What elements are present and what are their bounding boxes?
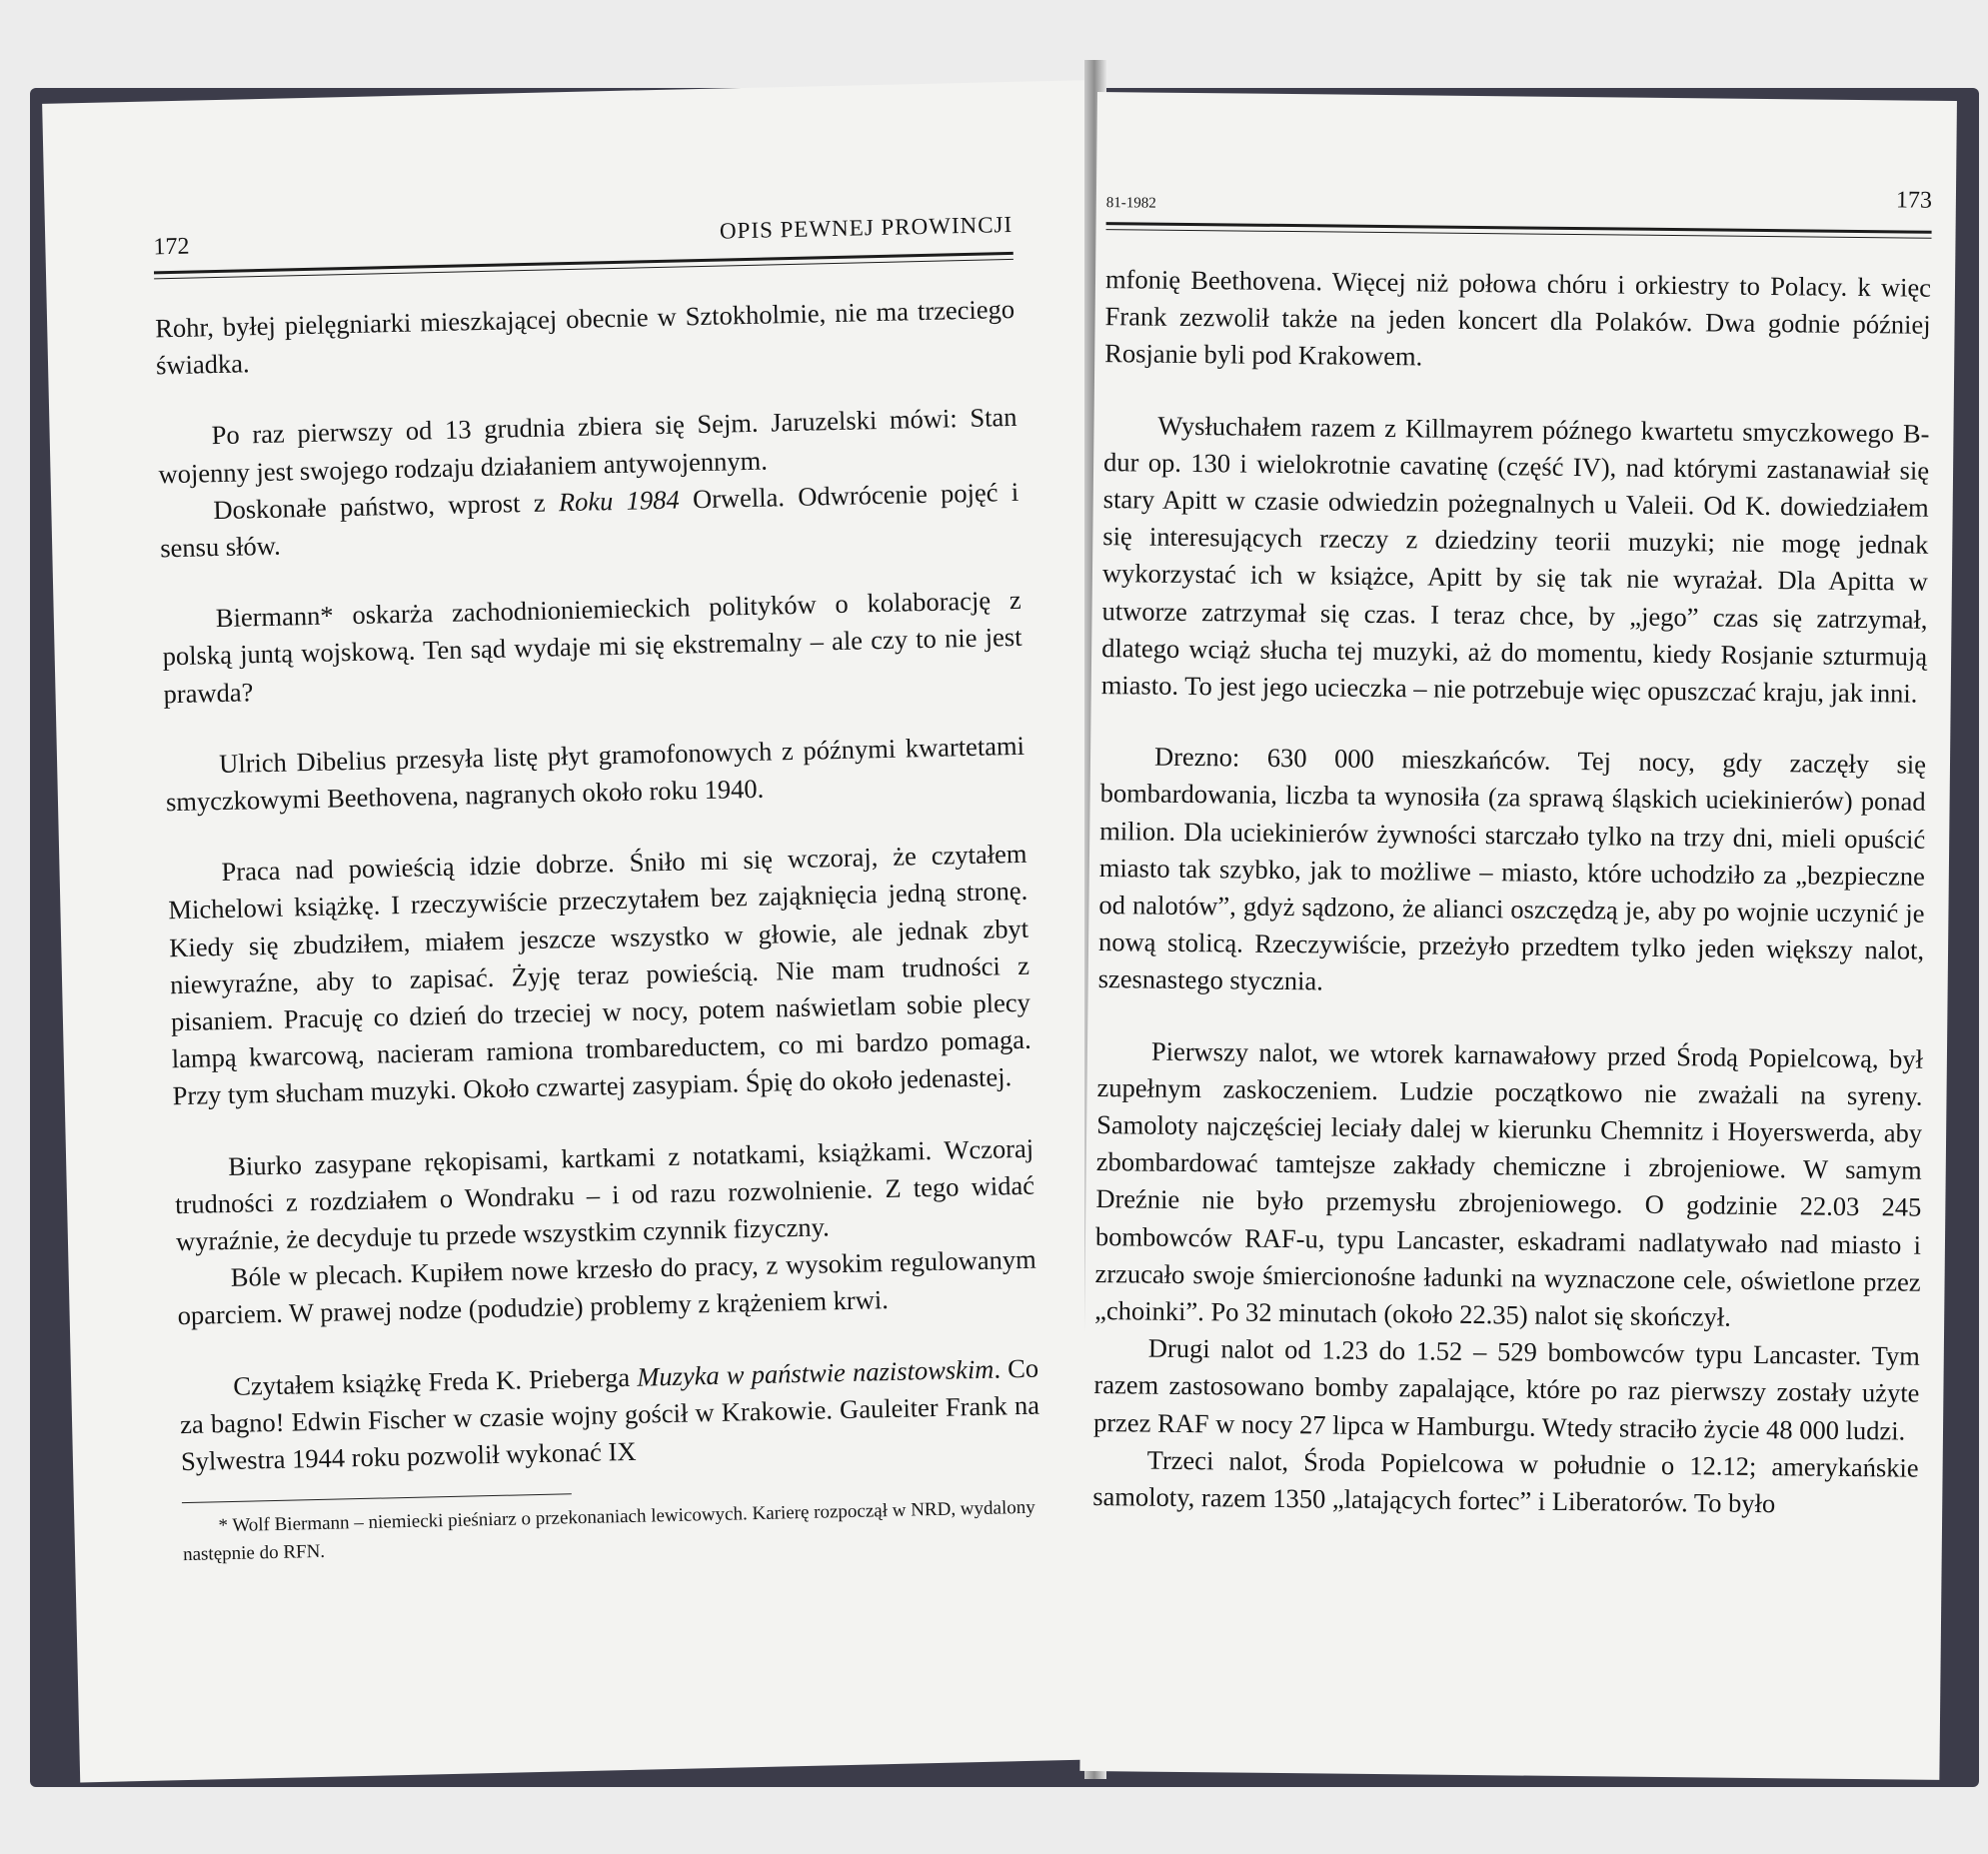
right-running-head [1106,162,1933,231]
left-page-number: 172 [153,233,190,261]
paragraph: Praca nad powieścią idzie dobrze. Śniło mi się wczoraj, że czytałem Michelowi książkę. I rzeczywiście przeczytałem bez zająknięcia jedną stronę. Kiedy się zbudziłem, miałem jeszcze wszystko w głowie, ale jednak zbyt niewyraźne, aby to zapisać. Żyję teraz powieścią. Nie mam trudności z pisaniem. Pracuję co dzień do trzeciej w nocy, potem naświetlam sobie plecy lampą kwarcową, nacieram ramiona trombareductem, co mi bardzo pomaga. Przy tym słucham muzyki. Około czwartej zasypiam. Śpię do około jedenastej. [168,838,1031,1111]
left-running-title: OPIS PEWNEJ PROWINCJI [719,211,1013,244]
paragraph: Rohr, byłej pielęgniarki mieszkającej obecnie w Sztokholmie, nie ma trzeciego świadka. [154,293,1015,381]
paragraph: Ulrich Dibelius przesyła listę płyt gramofonowych z późnymi kwartetami smyczkowymi Beethovena, nagranych około roku 1940. [165,730,1025,818]
paragraph: Biermann* oskarża zachodnioniemieckich polityków o kolaborację z polską juntą wojskową. Ten sąd wydaje mi się ekstremalny – ale czy to nie jest prawda? [162,585,1022,709]
paragraph-text: Czytałem książkę Freda K. Prieberga [232,1361,638,1401]
left-body-text [155,291,1040,1480]
paragraph: Pierwszy nalot, we wtorek karnawałowy przed Środą Popielcową, był zupełnym zaskoczeniem. Ludzie początkowo nie zważali na syreny. Samoloty najczęściej leciały dalej w kierunku Chemnitz i Hoyerswerda, aby zbombardować tamtejsze zakłady chemiczne i zbrojeniowe. W samym Dreźnie nie było przemysłu zbrojeniowego. O godzinie 22.03 245 bombowców RAF-u, typu Lancaster, eskadrami nadlatywało nad miasto i zrzucało swoje śmiercionośne ładunki na wyznaczone cele, oświetlone przez „choinki”. Po 32 minutach (około 22.35) nalot się skończył. [1094,1035,1924,1332]
book-title-italic: Roku 1984 [558,484,680,518]
left-running-head [153,192,1013,271]
footnote-rule [182,1494,572,1504]
right-page-number: 173 [1895,187,1933,214]
paragraph: Biurko zasypane rękopisami, kartkami z notatkami, książkami. Wczoraj trudności z rozdziałem o Wondraku – i od razu rozwolnienie. Z tego widać wyraźnie, że decyduje tu przede wszystkim czynnik fizyczny. [174,1132,1035,1257]
right-running-title: 81-1982 [1105,195,1156,212]
paragraph: Po raz pierwszy od 13 grudnia zbiera się Sejm. Jaruzelski mówi: Stan wojenny jest swojego rodzaju działaniem antywojennym. [158,402,1017,489]
left-page [42,80,1129,1782]
paragraph-text: . Co za bagno! Edwin Fischer w czasie wojny gościł w Krakowie. Gauleiter Frank na Sylwestra 1944 roku pozwolił wykonać IX [179,1352,1040,1477]
paragraph-text: Orwella. Odwrócenie pojęć i sensu słów. [159,476,1019,564]
paragraph: Wysłuchałem razem z Killmayrem późnego kwartetu smyczkowego B-dur op. 130 i wielokrotnie cavatinę (część IV), nad którymi zastanawiał się stary Apitt w czasie odwiedzin pożegnalnych u Valeii. Od K. dowiedziałem się interesujących rzeczy z dziedziny teorii muzyki; nie mogę jednak wykorzystać ich w książce, Apitt by się tak nie wyrażał. Dla Apitta w utworze zatrzymał się czas. I teraz chce, by „jego” czas się zatrzymał, dlatego wciąż słucha tej muzyki, aż do momentu, kiedy Rosjanie szturmują miasto. To jest jego ucieczka – nie potrzebuje więc opuszczać kraju, jak inni. [1100,410,1930,709]
paragraph: Bóle w plecach. Kupiłem nowe krzesło do pracy, z wysokim regulowanym oparciem. W prawej nodze (podudzie) problemy z krążeniem krwi. [177,1243,1036,1331]
book-title-italic: Muzyka w państwie nazistowskim [636,1353,994,1392]
paragraph: Drezno: 630 000 mieszkańców. Tej nocy, gdy zaczęły się bombardowania, liczba ta wynosiła (za sprawą śląskich uciekinierów) ponad milion. Dla uciekinierów żywności starczało tylko na trzy dni, mieli opuścić miasto tak szybko, jak to możliwe – miasto, które uchodziło za „bezpieczne od nalotów”, gdyż sądzono, że alianci oszczędzą je, aby po wojnie uczynić je nową stolicą. Rzeczywiście, przeżyło przedtem tylko jeden większy nalot, szesnastego stycznia. [1097,741,1927,996]
paragraph [179,1349,1040,1480]
paragraph: mfonię Beethovena. Więcej niż połowa chóru i orkiestry to Polacy. k więc Frank zezwolił także na jeden koncert dla Polaków. Dwa godnie później Rosjanie byli pod Krakowem. [1104,264,1932,372]
right-body-text [1092,261,1931,1524]
paragraph-text: Doskonałe państwo, wprost z [213,487,560,525]
paragraph: Trzeci nalot, Środa Popielcowa w południe o 12.12; amerykańskie samoloty, razem 1350 „latających fortec” i Liberatorów. To było [1092,1444,1919,1519]
paragraph: Drugi nalot od 1.23 do 1.52 – 529 bombowców typu Lancaster. Tym razem zastosowano bomby zapalające, które po raz pierwszy zostały użyte przez RAF w nocy 27 lipca w Hamburgu. Wtedy straciło życie 48 000 ludzi. [1092,1332,1920,1446]
footnote: * Wolf Biermann – niemiecki pieśniarz o przekonaniach lewicowych. Karierę rozpoczął w NRD, wydalony następnie do RFN. [182,1497,1035,1566]
right-page [1079,92,1957,1780]
